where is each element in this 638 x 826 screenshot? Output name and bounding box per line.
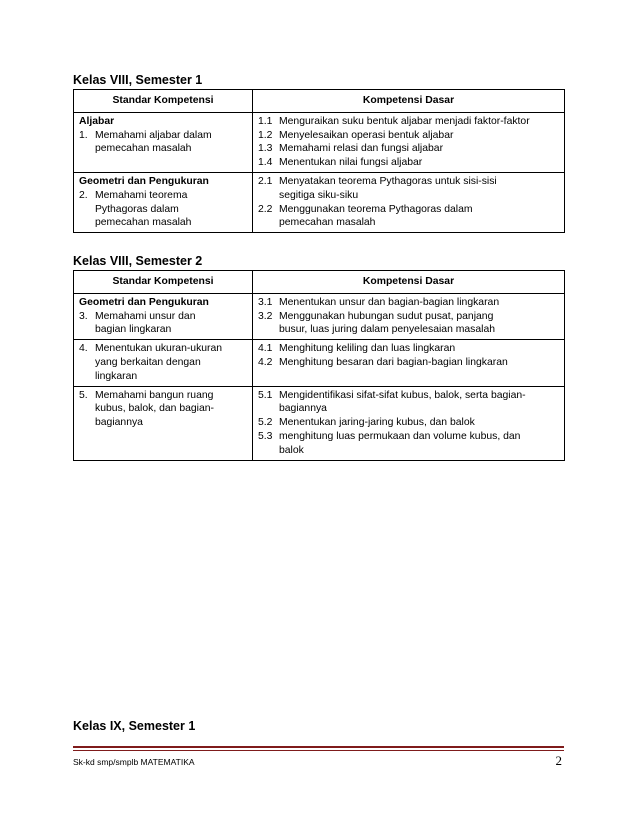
basic-competency-cell [253,112,565,172]
sk-item-text: Memahami unsur dan [95,310,196,322]
sk-item-number [79,356,95,370]
footer-rule [73,746,564,748]
sk-item-line [79,310,248,324]
sk-item-number: 1. [79,129,88,141]
kd-item-number: 1.2 [258,129,273,141]
section-heading-1: Kelas VIII, Semester 1 [73,73,203,87]
column-header-kd: Kompetensi Dasar [253,90,565,113]
kd-item-line [258,142,560,156]
standard-competency-cell [74,340,253,386]
kd-item-number [258,189,279,203]
sk-item-line [79,323,248,337]
sk-item-number: 4. [79,343,88,355]
page-number: 2 [555,753,562,768]
standard-competency-cell [74,293,253,339]
competency-table-2 [73,270,565,461]
sk-item-number: 2. [79,189,88,201]
sk-item-line [79,356,248,370]
sk-item-number [79,370,95,384]
sk-item-line [79,129,248,143]
kd-item-number [258,323,279,337]
competency-category: Geometri dan Pengukuran [79,175,209,187]
standard-competency-cell [74,386,253,460]
kd-item-line [258,342,560,356]
kd-item-line [258,310,560,324]
basic-competency-cell [253,172,565,232]
kd-item-number: 2.2 [258,203,273,215]
competency-category: Aljabar [79,115,115,127]
kd-item-number: 1.1 [258,115,273,127]
sk-item-text: Memahami bangun ruang [95,389,214,401]
sk-item-number [79,203,95,217]
competency-category: Geometri dan Pengukuran [79,296,209,308]
sk-item-text: lingkaran [95,370,138,382]
sk-item-text: Pythagoras dalam [95,203,179,215]
sk-item-line [79,342,248,356]
kd-item-number [258,216,279,230]
sk-item-text: pemecahan masalah [95,217,192,229]
sk-item-text: kubus, balok, dan bagian- [95,403,215,415]
column-header-sk: Standar Kompetensi [74,271,253,294]
table-header-row [74,90,565,113]
table-row [74,293,565,339]
kd-item-number: 4.1 [258,343,273,355]
kd-item-text: Menghitung besaran dari bagian-bagian lingkaran [279,356,508,368]
kd-item-text: Memahami relasi dan fungsi aljabar [279,143,444,155]
kd-item-text: Menggunakan hubungan sudut pusat, panjang [279,310,494,322]
kd-item-text: Menentukan unsur dan bagian-bagian lingkaran [279,296,500,308]
sk-item-line [79,203,248,217]
sk-item-number [79,216,95,230]
kd-item-line [258,416,560,430]
standard-competency-cell [74,112,253,172]
competency-table-1 [73,89,565,233]
kd-item-line [258,175,560,189]
section-heading-2: Kelas VIII, Semester 2 [73,254,203,268]
kd-item-line [258,402,560,416]
sk-item-number [79,416,95,430]
kd-item-line [258,323,560,337]
kd-item-text: Menghitung keliling dan luas lingkaran [279,343,456,355]
sk-item-text: bagiannya [95,417,143,429]
kd-item-number: 2.1 [258,175,273,187]
kd-item-number: 5.1 [258,389,273,401]
next-section-heading: Kelas IX, Semester 1 [73,719,196,733]
sk-item-line [79,416,248,430]
standard-competency-cell [74,172,253,232]
kd-item-line [258,203,560,217]
kd-item-number: 5.2 [258,417,273,429]
basic-competency-cell [253,386,565,460]
sk-item-text: Menentukan ukuran-ukuran [95,343,223,355]
kd-item-text: Menguraikan suku bentuk aljabar menjadi faktor-faktor [279,115,530,127]
sk-item-text: yang berkaitan dengan [95,356,201,368]
table-header-row [74,271,565,294]
table-row [74,112,565,172]
kd-item-number: 5.3 [258,430,273,442]
table-row [74,340,565,386]
kd-item-text: Menentukan jaring-jaring kubus, dan balok [279,417,475,429]
basic-competency-cell [253,293,565,339]
sk-item-number [79,402,95,416]
kd-item-text: Menentukan nilai fungsi aljabar [279,157,423,169]
kd-item-line [258,129,560,143]
sk-item-line [79,189,248,203]
kd-item-number [258,402,279,416]
kd-item-text: menghitung luas permukaan dan volume kubus, dan [279,430,521,442]
kd-item-line [258,216,560,230]
sk-item-number [79,323,95,337]
sk-item-text: Memahami aljabar dalam [95,129,212,141]
kd-item-text: bagiannya [279,403,327,415]
kd-item-line [258,356,560,370]
kd-item-line [258,156,560,170]
sk-item-line [79,370,248,384]
kd-item-number: 1.3 [258,143,273,155]
column-header-sk: Standar Kompetensi [74,90,253,113]
kd-item-text: pemecahan masalah [279,217,376,229]
kd-item-text: balok [279,444,304,456]
kd-item-text: busur, luas juring dalam penyelesaian masalah [279,324,496,336]
sk-item-number [79,142,95,156]
kd-item-text: segitiga siku-siku [279,189,359,201]
basic-competency-cell [253,340,565,386]
footer-rule-thin [73,750,564,751]
footer-title: Sk-kd smp/smplb MATEMATIKA [73,757,195,767]
kd-item-number: 3.1 [258,296,273,308]
sk-item-line [79,402,248,416]
kd-item-number [258,444,279,458]
sk-item-line [79,142,248,156]
kd-item-number: 4.2 [258,356,273,368]
sk-item-text: bagian lingkaran [95,324,172,336]
kd-item-text: Menyatakan teorema Pythagoras untuk sisi-sisi [279,175,497,187]
kd-item-line [258,430,560,444]
kd-item-line [258,115,560,129]
kd-item-text: Mengidentifikasi sifat-sifat kubus, balok, serta bagian- [279,389,526,401]
table-row [74,172,565,232]
kd-item-line [258,389,560,403]
sk-item-text: Memahami teorema [95,189,188,201]
table-row [74,386,565,460]
kd-item-number: 3.2 [258,310,273,322]
sk-item-number: 3. [79,310,88,322]
sk-item-number: 5. [79,389,88,401]
kd-item-number: 1.4 [258,157,273,169]
sk-item-line [79,389,248,403]
kd-item-line [258,296,560,310]
kd-item-text: Menggunakan teorema Pythagoras dalam [279,203,473,215]
kd-item-line [258,444,560,458]
sk-item-line [79,216,248,230]
column-header-kd: Kompetensi Dasar [253,271,565,294]
sk-item-text: pemecahan masalah [95,143,192,155]
kd-item-text: Menyelesaikan operasi bentuk aljabar [279,129,454,141]
kd-item-line [258,189,560,203]
